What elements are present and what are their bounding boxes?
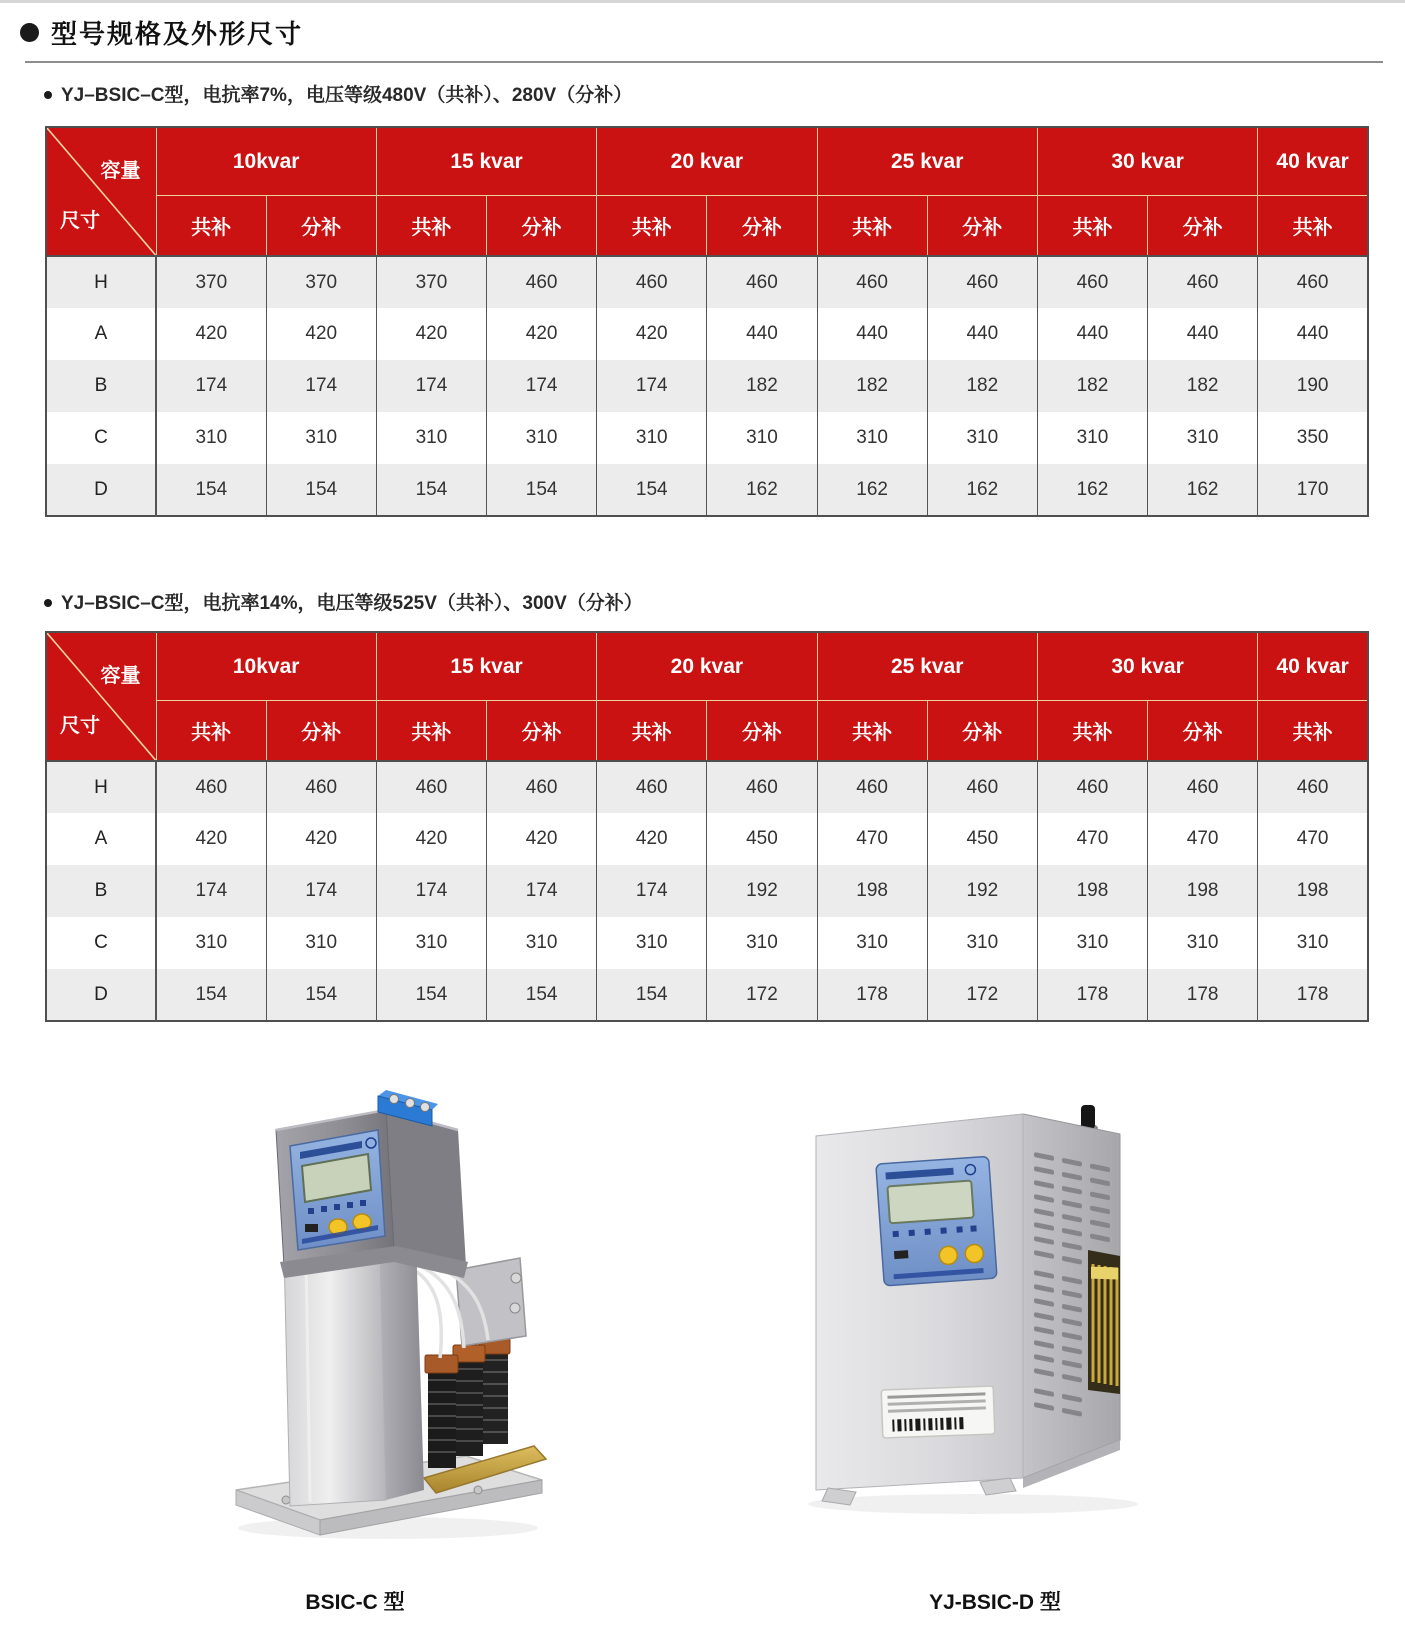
dimension-value-cell: 470 bbox=[817, 813, 927, 865]
dimension-value-cell: 162 bbox=[927, 464, 1037, 516]
dimension-value-cell: 440 bbox=[1148, 308, 1258, 360]
kvar-group-header: 10kvar bbox=[156, 632, 376, 701]
dimension-value-cell: 450 bbox=[707, 813, 817, 865]
dimension-value-cell: 420 bbox=[487, 813, 597, 865]
dimension-value-cell: 310 bbox=[487, 412, 597, 464]
kvar-group-header: 25 kvar bbox=[817, 127, 1037, 196]
dimension-value-cell: 420 bbox=[156, 813, 266, 865]
kvar-group-header: 25 kvar bbox=[817, 632, 1037, 701]
dimension-value-cell: 310 bbox=[266, 412, 376, 464]
comp-type-header: 分补 bbox=[266, 196, 376, 257]
dimension-value-cell: 420 bbox=[266, 813, 376, 865]
dimension-value-cell: 470 bbox=[1148, 813, 1258, 865]
dimension-value-cell: 174 bbox=[487, 360, 597, 412]
dimension-value-cell: 182 bbox=[707, 360, 817, 412]
size-label: 尺寸 bbox=[60, 715, 100, 737]
comp-type-header: 分补 bbox=[1148, 701, 1258, 762]
dimension-value-cell: 172 bbox=[707, 969, 817, 1021]
dimension-row-label: B bbox=[46, 865, 156, 917]
dimension-value-cell: 310 bbox=[597, 412, 707, 464]
comp-type-header: 共补 bbox=[817, 196, 927, 257]
kvar-group-header: 10kvar bbox=[156, 127, 376, 196]
dimension-value-cell: 190 bbox=[1258, 360, 1368, 412]
dimension-value-cell: 182 bbox=[1148, 360, 1258, 412]
dimension-value-cell: 440 bbox=[817, 308, 927, 360]
dimension-value-cell: 182 bbox=[817, 360, 927, 412]
comp-type-header: 共补 bbox=[597, 701, 707, 762]
dimension-value-cell: 174 bbox=[266, 360, 376, 412]
product-image-yj-bsic-d bbox=[788, 1072, 1168, 1527]
dimension-value-cell: 178 bbox=[1037, 969, 1147, 1021]
dimension-value-cell: 192 bbox=[707, 865, 817, 917]
comp-type-header: 共补 bbox=[1037, 701, 1147, 762]
dimension-value-cell: 450 bbox=[927, 813, 1037, 865]
dimension-value-cell: 460 bbox=[1258, 761, 1368, 813]
kvar-group-header: 30 kvar bbox=[1037, 632, 1257, 701]
control-panel bbox=[290, 1130, 385, 1250]
control-panel bbox=[876, 1156, 997, 1286]
comp-type-header: 分补 bbox=[487, 701, 597, 762]
dimension-value-cell: 178 bbox=[1148, 969, 1258, 1021]
dimension-value-cell: 154 bbox=[156, 969, 266, 1021]
figure-caption: YJ-BSIC-D 型 bbox=[929, 1591, 1061, 1614]
dimension-value-cell: 198 bbox=[1148, 865, 1258, 917]
dimension-value-cell: 310 bbox=[1148, 917, 1258, 969]
kvar-group-header: 15 kvar bbox=[376, 127, 596, 196]
dimension-value-cell: 154 bbox=[266, 464, 376, 516]
dimension-value-cell: 440 bbox=[927, 308, 1037, 360]
yj-bsic-d-illustration bbox=[788, 1072, 1168, 1522]
dimension-value-cell: 460 bbox=[817, 256, 927, 308]
comp-type-header: 分补 bbox=[1148, 196, 1258, 257]
section-heading bbox=[20, 14, 303, 51]
dimension-value-cell: 370 bbox=[376, 256, 486, 308]
diagonal-divider bbox=[47, 633, 156, 760]
comp-type-header: 共补 bbox=[597, 196, 707, 257]
spec-subtitle-7pct bbox=[44, 80, 632, 107]
dimension-value-cell: 174 bbox=[156, 865, 266, 917]
dimension-value-cell: 172 bbox=[927, 969, 1037, 1021]
spec-table-14pct bbox=[45, 631, 1369, 1022]
dimension-value-cell: 310 bbox=[1148, 412, 1258, 464]
dimension-value-cell: 460 bbox=[1037, 256, 1147, 308]
dimension-value-cell: 162 bbox=[1148, 464, 1258, 516]
dimension-value-cell: 162 bbox=[817, 464, 927, 516]
dimension-value-cell: 420 bbox=[376, 813, 486, 865]
dimension-value-cell: 460 bbox=[266, 761, 376, 813]
dimension-value-cell: 198 bbox=[1037, 865, 1147, 917]
dimension-value-cell: 170 bbox=[1258, 464, 1368, 516]
heading-divider bbox=[25, 61, 1383, 63]
dimension-value-cell: 154 bbox=[487, 464, 597, 516]
dimension-value-cell: 310 bbox=[927, 412, 1037, 464]
comp-type-header: 分补 bbox=[707, 196, 817, 257]
dimension-row-label: H bbox=[46, 256, 156, 308]
kvar-group-header: 20 kvar bbox=[597, 632, 817, 701]
dimension-value-cell: 174 bbox=[266, 865, 376, 917]
comp-type-header: 共补 bbox=[376, 196, 486, 257]
dimension-value-cell: 460 bbox=[927, 256, 1037, 308]
dimension-value-cell: 174 bbox=[597, 360, 707, 412]
page-title: 型号规格及外形尺寸 bbox=[51, 19, 304, 49]
kvar-group-header: 40 kvar bbox=[1258, 127, 1368, 196]
dimension-value-cell: 420 bbox=[597, 813, 707, 865]
dimension-value-cell: 154 bbox=[376, 969, 486, 1021]
dimension-value-cell: 310 bbox=[817, 917, 927, 969]
dimension-value-cell: 174 bbox=[156, 360, 266, 412]
dimension-value-cell: 162 bbox=[1037, 464, 1147, 516]
comp-type-header: 分补 bbox=[487, 196, 597, 257]
table-row bbox=[46, 865, 1368, 917]
dimension-row-label: D bbox=[46, 969, 156, 1021]
dimension-value-cell: 460 bbox=[817, 761, 927, 813]
name-plate bbox=[881, 1386, 995, 1438]
dimension-value-cell: 440 bbox=[707, 308, 817, 360]
dimension-value-cell: 420 bbox=[376, 308, 486, 360]
page-edge-artifact bbox=[0, 0, 1405, 3]
dimension-value-cell: 154 bbox=[597, 464, 707, 516]
dimension-value-cell: 420 bbox=[597, 308, 707, 360]
dimension-value-cell: 310 bbox=[927, 917, 1037, 969]
comp-type-header: 分补 bbox=[266, 701, 376, 762]
dimension-value-cell: 310 bbox=[1258, 917, 1368, 969]
table-row bbox=[46, 969, 1368, 1021]
comp-type-header: 分补 bbox=[707, 701, 817, 762]
comp-type-header: 共补 bbox=[817, 701, 927, 762]
spec-table-7pct bbox=[45, 126, 1369, 517]
product-image-bsic-c bbox=[228, 1038, 550, 1548]
dimension-value-cell: 420 bbox=[266, 308, 376, 360]
comp-type-header: 共补 bbox=[1258, 196, 1368, 257]
table-row bbox=[46, 917, 1368, 969]
dimension-value-cell: 154 bbox=[487, 969, 597, 1021]
kvar-group-header: 30 kvar bbox=[1037, 127, 1257, 196]
dimension-value-cell: 460 bbox=[376, 761, 486, 813]
dimension-value-cell: 310 bbox=[487, 917, 597, 969]
dimension-row-label: C bbox=[46, 412, 156, 464]
dimension-value-cell: 174 bbox=[597, 865, 707, 917]
dimension-row-label: A bbox=[46, 813, 156, 865]
dimension-value-cell: 370 bbox=[156, 256, 266, 308]
subtitle-text: YJ–BSIC–C型，电抗率7%，电压等级480V（共补）、280V（分补） bbox=[61, 85, 633, 106]
dimension-value-cell: 182 bbox=[927, 360, 1037, 412]
size-label: 尺寸 bbox=[60, 210, 100, 232]
dimension-value-cell: 310 bbox=[597, 917, 707, 969]
table-row bbox=[46, 412, 1368, 464]
dimension-value-cell: 420 bbox=[487, 308, 597, 360]
comp-type-header: 分补 bbox=[927, 196, 1037, 257]
table-row bbox=[46, 464, 1368, 516]
item-bullet-icon bbox=[44, 91, 52, 99]
dimension-value-cell: 460 bbox=[487, 256, 597, 308]
comp-type-header: 共补 bbox=[1037, 196, 1147, 257]
dimension-row-label: B bbox=[46, 360, 156, 412]
dimension-value-cell: 310 bbox=[707, 412, 817, 464]
dimension-value-cell: 178 bbox=[1258, 969, 1368, 1021]
comp-type-header: 共补 bbox=[156, 196, 266, 257]
dimension-value-cell: 310 bbox=[156, 412, 266, 464]
kvar-group-header: 20 kvar bbox=[597, 127, 817, 196]
dimension-value-cell: 198 bbox=[817, 865, 927, 917]
dimension-row-label: C bbox=[46, 917, 156, 969]
dimension-value-cell: 310 bbox=[817, 412, 927, 464]
table-row bbox=[46, 813, 1368, 865]
dimension-row-label: D bbox=[46, 464, 156, 516]
comp-type-header: 共补 bbox=[156, 701, 266, 762]
subtitle-text: YJ–BSIC–C型，电抗率14%，电压等级525V（共补）、300V（分补） bbox=[61, 593, 643, 614]
item-bullet-icon bbox=[44, 599, 52, 607]
table-row bbox=[46, 256, 1368, 308]
dimension-value-cell: 310 bbox=[1037, 917, 1147, 969]
spec-subtitle-14pct bbox=[44, 588, 643, 615]
dimension-value-cell: 460 bbox=[156, 761, 266, 813]
capacity-label: 容量 bbox=[100, 665, 141, 687]
dimension-value-cell: 178 bbox=[817, 969, 927, 1021]
dimension-row-label: A bbox=[46, 308, 156, 360]
comp-type-header: 分补 bbox=[927, 701, 1037, 762]
title-bullet-icon bbox=[20, 23, 39, 42]
dimension-value-cell: 174 bbox=[376, 360, 486, 412]
dimension-value-cell: 154 bbox=[156, 464, 266, 516]
bsic-c-illustration bbox=[228, 1038, 550, 1543]
dimension-value-cell: 310 bbox=[1037, 412, 1147, 464]
dimension-value-cell: 460 bbox=[1258, 256, 1368, 308]
figure-caption: BSIC-C 型 bbox=[305, 1591, 405, 1614]
dimension-value-cell: 440 bbox=[1258, 308, 1368, 360]
dimension-value-cell: 154 bbox=[376, 464, 486, 516]
dimension-value-cell: 192 bbox=[927, 865, 1037, 917]
dimension-value-cell: 174 bbox=[487, 865, 597, 917]
dimension-value-cell: 460 bbox=[707, 761, 817, 813]
dimension-value-cell: 460 bbox=[597, 256, 707, 308]
dimension-value-cell: 470 bbox=[1258, 813, 1368, 865]
kvar-group-header: 40 kvar bbox=[1258, 632, 1368, 701]
reactor-coils bbox=[425, 1338, 510, 1468]
table-row bbox=[46, 360, 1368, 412]
table-row bbox=[46, 308, 1368, 360]
comp-type-header: 共补 bbox=[376, 701, 486, 762]
dimension-value-cell: 370 bbox=[266, 256, 376, 308]
dimension-value-cell: 460 bbox=[487, 761, 597, 813]
dimension-value-cell: 310 bbox=[376, 412, 486, 464]
dimension-value-cell: 460 bbox=[1037, 761, 1147, 813]
capacity-label: 容量 bbox=[100, 160, 141, 182]
dimension-value-cell: 162 bbox=[707, 464, 817, 516]
dimension-value-cell: 198 bbox=[1258, 865, 1368, 917]
table-row bbox=[46, 761, 1368, 813]
dimension-value-cell: 350 bbox=[1258, 412, 1368, 464]
dimension-value-cell: 182 bbox=[1037, 360, 1147, 412]
dimension-value-cell: 460 bbox=[1148, 761, 1258, 813]
spec-table-7pct-wrapper bbox=[45, 126, 1369, 517]
dimension-value-cell: 420 bbox=[156, 308, 266, 360]
dimension-value-cell: 310 bbox=[707, 917, 817, 969]
dimension-value-cell: 440 bbox=[1037, 308, 1147, 360]
dimension-value-cell: 460 bbox=[707, 256, 817, 308]
spec-table-14pct-wrapper bbox=[45, 631, 1369, 1022]
dimension-value-cell: 460 bbox=[597, 761, 707, 813]
dimension-value-cell: 310 bbox=[156, 917, 266, 969]
dimension-value-cell: 310 bbox=[376, 917, 486, 969]
diagonal-divider bbox=[47, 128, 156, 255]
table-corner-cell bbox=[46, 127, 156, 256]
kvar-group-header: 15 kvar bbox=[376, 632, 596, 701]
comp-type-header: 共补 bbox=[1258, 701, 1368, 762]
dimension-value-cell: 460 bbox=[927, 761, 1037, 813]
dimension-value-cell: 154 bbox=[266, 969, 376, 1021]
dimension-row-label: H bbox=[46, 761, 156, 813]
dimension-value-cell: 470 bbox=[1037, 813, 1147, 865]
table-corner-cell bbox=[46, 632, 156, 761]
dimension-value-cell: 174 bbox=[376, 865, 486, 917]
dimension-value-cell: 154 bbox=[597, 969, 707, 1021]
dimension-value-cell: 460 bbox=[1148, 256, 1258, 308]
dimension-value-cell: 310 bbox=[266, 917, 376, 969]
